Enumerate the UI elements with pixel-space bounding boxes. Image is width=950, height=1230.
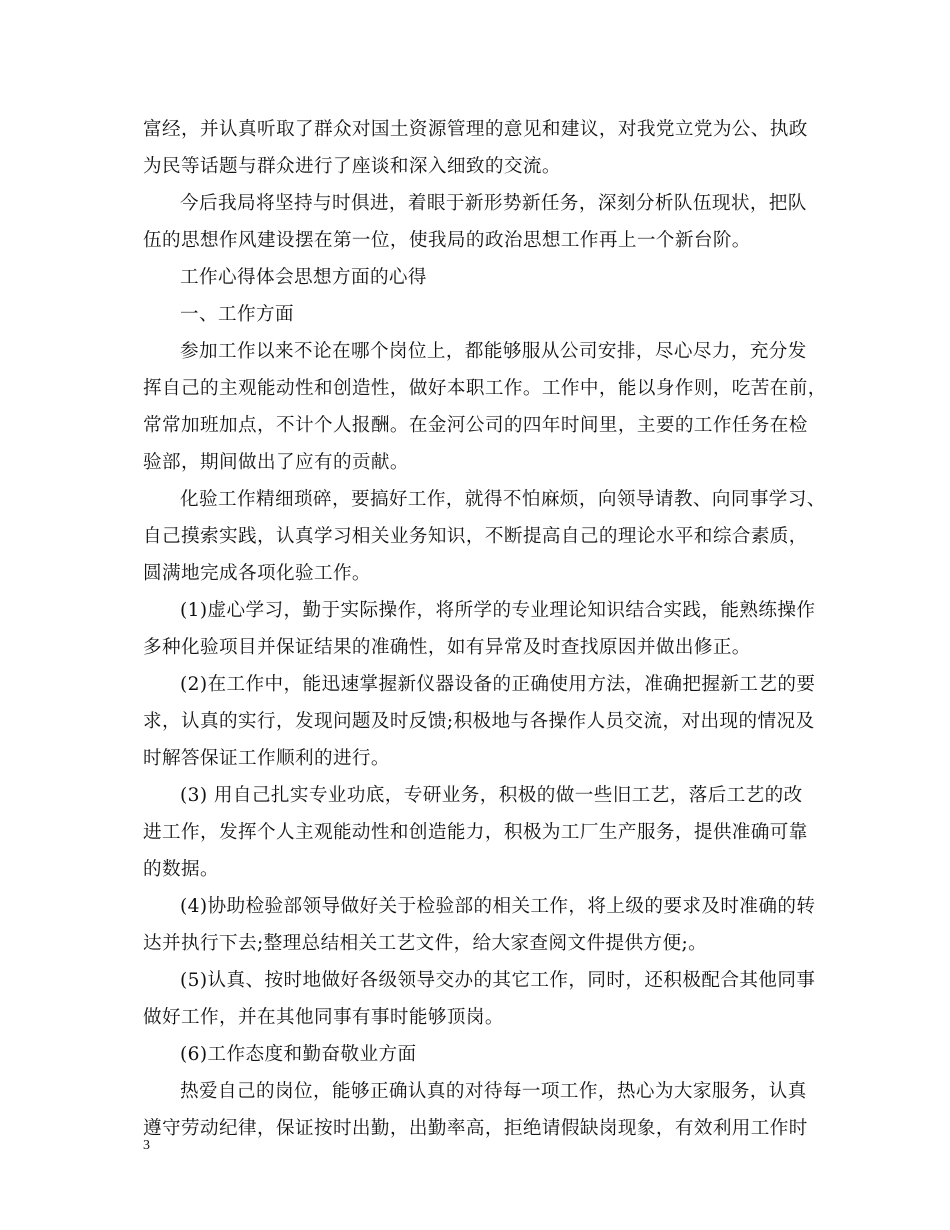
list-item-text: 多种化验项目并保证结果的准确性，如有异常及时查找原因并做出修正。 <box>143 637 751 658</box>
text-line: 今后我局将坚持与时俱进，着眼于新形势新任务，深刻分析队伍现状，把队 <box>180 193 807 214</box>
text-line: 圆满地完成各项化验工作。 <box>143 563 371 584</box>
list-item-text: (5)认真、按时地做好各级领导交办的其它工作，同时，还积极配合其他同事 <box>180 970 816 991</box>
text-line: 挥自己的主观能动性和创造性，做好本职工作。工作中，能以身作则，吃苦在前， <box>143 378 827 399</box>
text-line: 化验工作精细琐碎，要搞好工作，就得不怕麻烦，向领导请教、向同事学习、 <box>180 489 826 510</box>
text-line: 富经，并认真听取了群众对国土资源管理的意见和建议，对我党立党为公、执政 <box>143 119 808 140</box>
text-line: 伍的思想作风建设摆在第一位，使我局的政治思想工作再上一个新台阶。 <box>143 230 751 251</box>
list-item-text: 时解答保证工作顺利的进行。 <box>143 748 390 769</box>
list-item-text: 的数据。 <box>143 859 219 880</box>
list-item-text: (2)在工作中，能迅速掌握新仪器设备的正确使用方法，准确把握新工艺的要 <box>180 674 816 695</box>
list-item-text: 达并执行下去;整理总结相关工艺文件，给大家查阅文件提供方便;。 <box>143 933 708 954</box>
text-line: 为民等话题与群众进行了座谈和深入细致的交流。 <box>143 156 561 177</box>
section-heading: 工作心得体会思想方面的心得 <box>180 267 427 288</box>
list-item-text: 进工作，发挥个人主观能动性和创造能力，积极为工厂生产服务，提供准确可靠 <box>143 822 808 843</box>
text-line: 遵守劳动纪律，保证按时出勤，出勤率高，拒绝请假缺岗现象，有效利用工作时 <box>143 1118 808 1139</box>
list-item-text: (1)虚心学习，勤于实际操作，将所学的专业理论知识结合实践，能熟练操作 <box>180 600 816 621</box>
list-item-text: 做好工作，并在其他同事有事时能够顶岗。 <box>143 1007 504 1028</box>
list-item-text: (4)协助检验部领导做好关于检验部的相关工作，将上级的要求及时准确的转 <box>180 896 816 917</box>
page-number: 3 <box>143 1138 150 1153</box>
list-item-text: (6)工作态度和勤奋敬业方面 <box>180 1044 417 1065</box>
list-item-text: 求，认真的实行，发现问题及时反馈;积极地与各操作人员交流，对出现的情况及 <box>143 711 815 732</box>
text-line: 自己摸索实践，认真学习相关业务知识，不断提高自己的理论水平和综合素质， <box>143 526 808 547</box>
list-item-text: (3) 用自己扎实专业功底，专研业务，积极的做一些旧工艺，落后工艺的改 <box>180 785 803 806</box>
text-line: 热爱自己的岗位，能够正确认真的对待每一项工作，热心为大家服务，认真 <box>180 1081 807 1102</box>
text-line: 参加工作以来不论在哪个岗位上，都能够服从公司安排，尽心尽力，充分发 <box>180 341 807 362</box>
section-heading: 一、工作方面 <box>180 304 294 325</box>
text-line: 常常加班加点，不计个人报酬。在金河公司的四年时间里，主要的工作任务在检 <box>143 415 808 436</box>
text-line: 验部，期间做出了应有的贡献。 <box>143 452 409 473</box>
